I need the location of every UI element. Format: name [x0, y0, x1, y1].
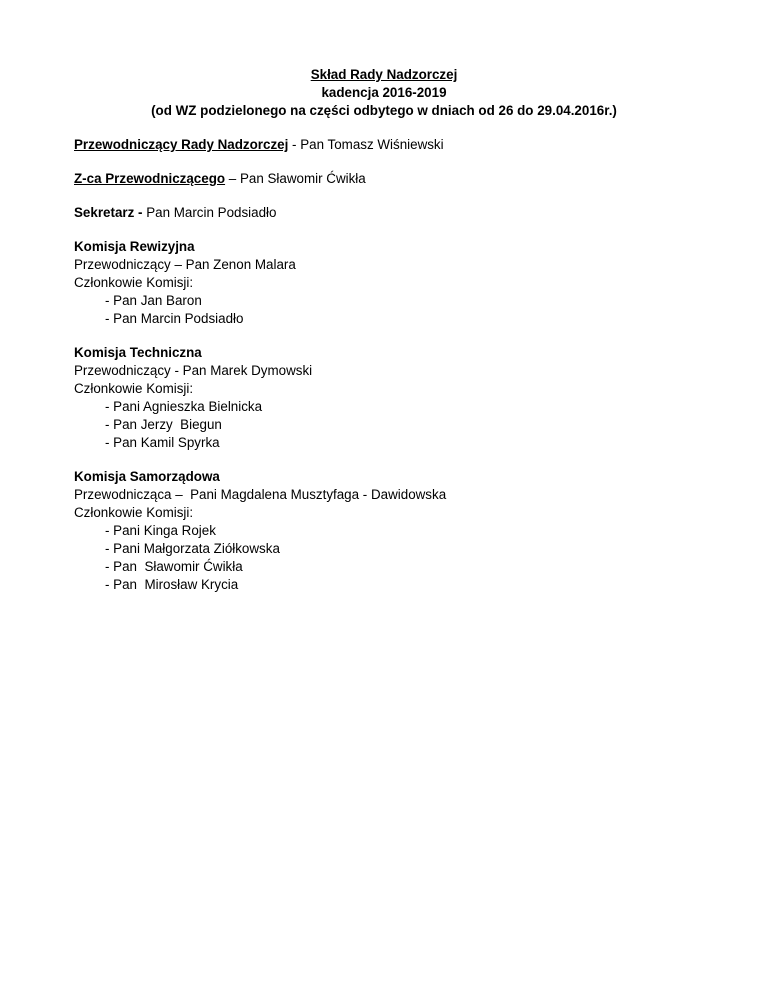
member-item: - Pan Marcin Podsiadło [105, 311, 244, 326]
section-heading: Komisja Rewizyjna [74, 239, 195, 254]
chair-line [74, 136, 734, 154]
deputy-person: – Pan Sławomir Ćwikła [225, 171, 366, 186]
secretary-person: Pan Marcin Podsiadło [142, 205, 277, 220]
member-item: - Pani Małgorzata Ziółkowska [105, 541, 280, 556]
section-chair: Przewodnicząca – Pani Magdalena Musztyfaga - Dawidowska [74, 487, 447, 502]
member-item: - Pan Kamil Spyrka [105, 435, 220, 450]
member-item: - Pani Kinga Rojek [105, 523, 216, 538]
section-chair: Przewodniczący - Pan Marek Dymowski [74, 363, 313, 378]
komisja-rewizyjna-section [74, 238, 734, 328]
secretary-line [74, 204, 734, 222]
section-heading: Komisja Samorządowa [74, 469, 220, 484]
chair-role: Przewodniczący Rady Nadzorczej [74, 137, 289, 152]
members-label: Członkowie Komisji: [74, 381, 194, 396]
document-body [74, 136, 734, 594]
komisja-techniczna-section [74, 344, 734, 452]
subtitle-line: (od WZ podzielonego na części odbytego w dniach od 26 do 29.04.2016r.) [151, 103, 617, 118]
deputy-line [74, 170, 734, 188]
komisja-samorzadowa-section [74, 468, 734, 594]
member-item: - Pan Jerzy Biegun [105, 417, 222, 432]
members-label: Członkowie Komisji: [74, 275, 194, 290]
chair-person: - Pan Tomasz Wiśniewski [288, 137, 444, 152]
deputy-role: Z-ca Przewodniczącego [74, 171, 226, 186]
member-item: - Pani Agnieszka Bielnicka [105, 399, 263, 414]
members-label: Członkowie Komisji: [74, 505, 194, 520]
member-item: - Pan Sławomir Ćwikła [105, 559, 243, 574]
term-line: kadencja 2016-2019 [321, 85, 447, 100]
member-item: - Pan Jan Baron [105, 293, 202, 308]
member-item: - Pan Mirosław Krycia [105, 577, 239, 592]
document-title: Skład Rady Nadzorczej [310, 67, 458, 82]
secretary-role: Sekretarz - [74, 205, 143, 220]
document-header [0, 66, 768, 120]
section-heading: Komisja Techniczna [74, 345, 202, 360]
section-chair: Przewodniczący – Pan Zenon Malara [74, 257, 296, 272]
